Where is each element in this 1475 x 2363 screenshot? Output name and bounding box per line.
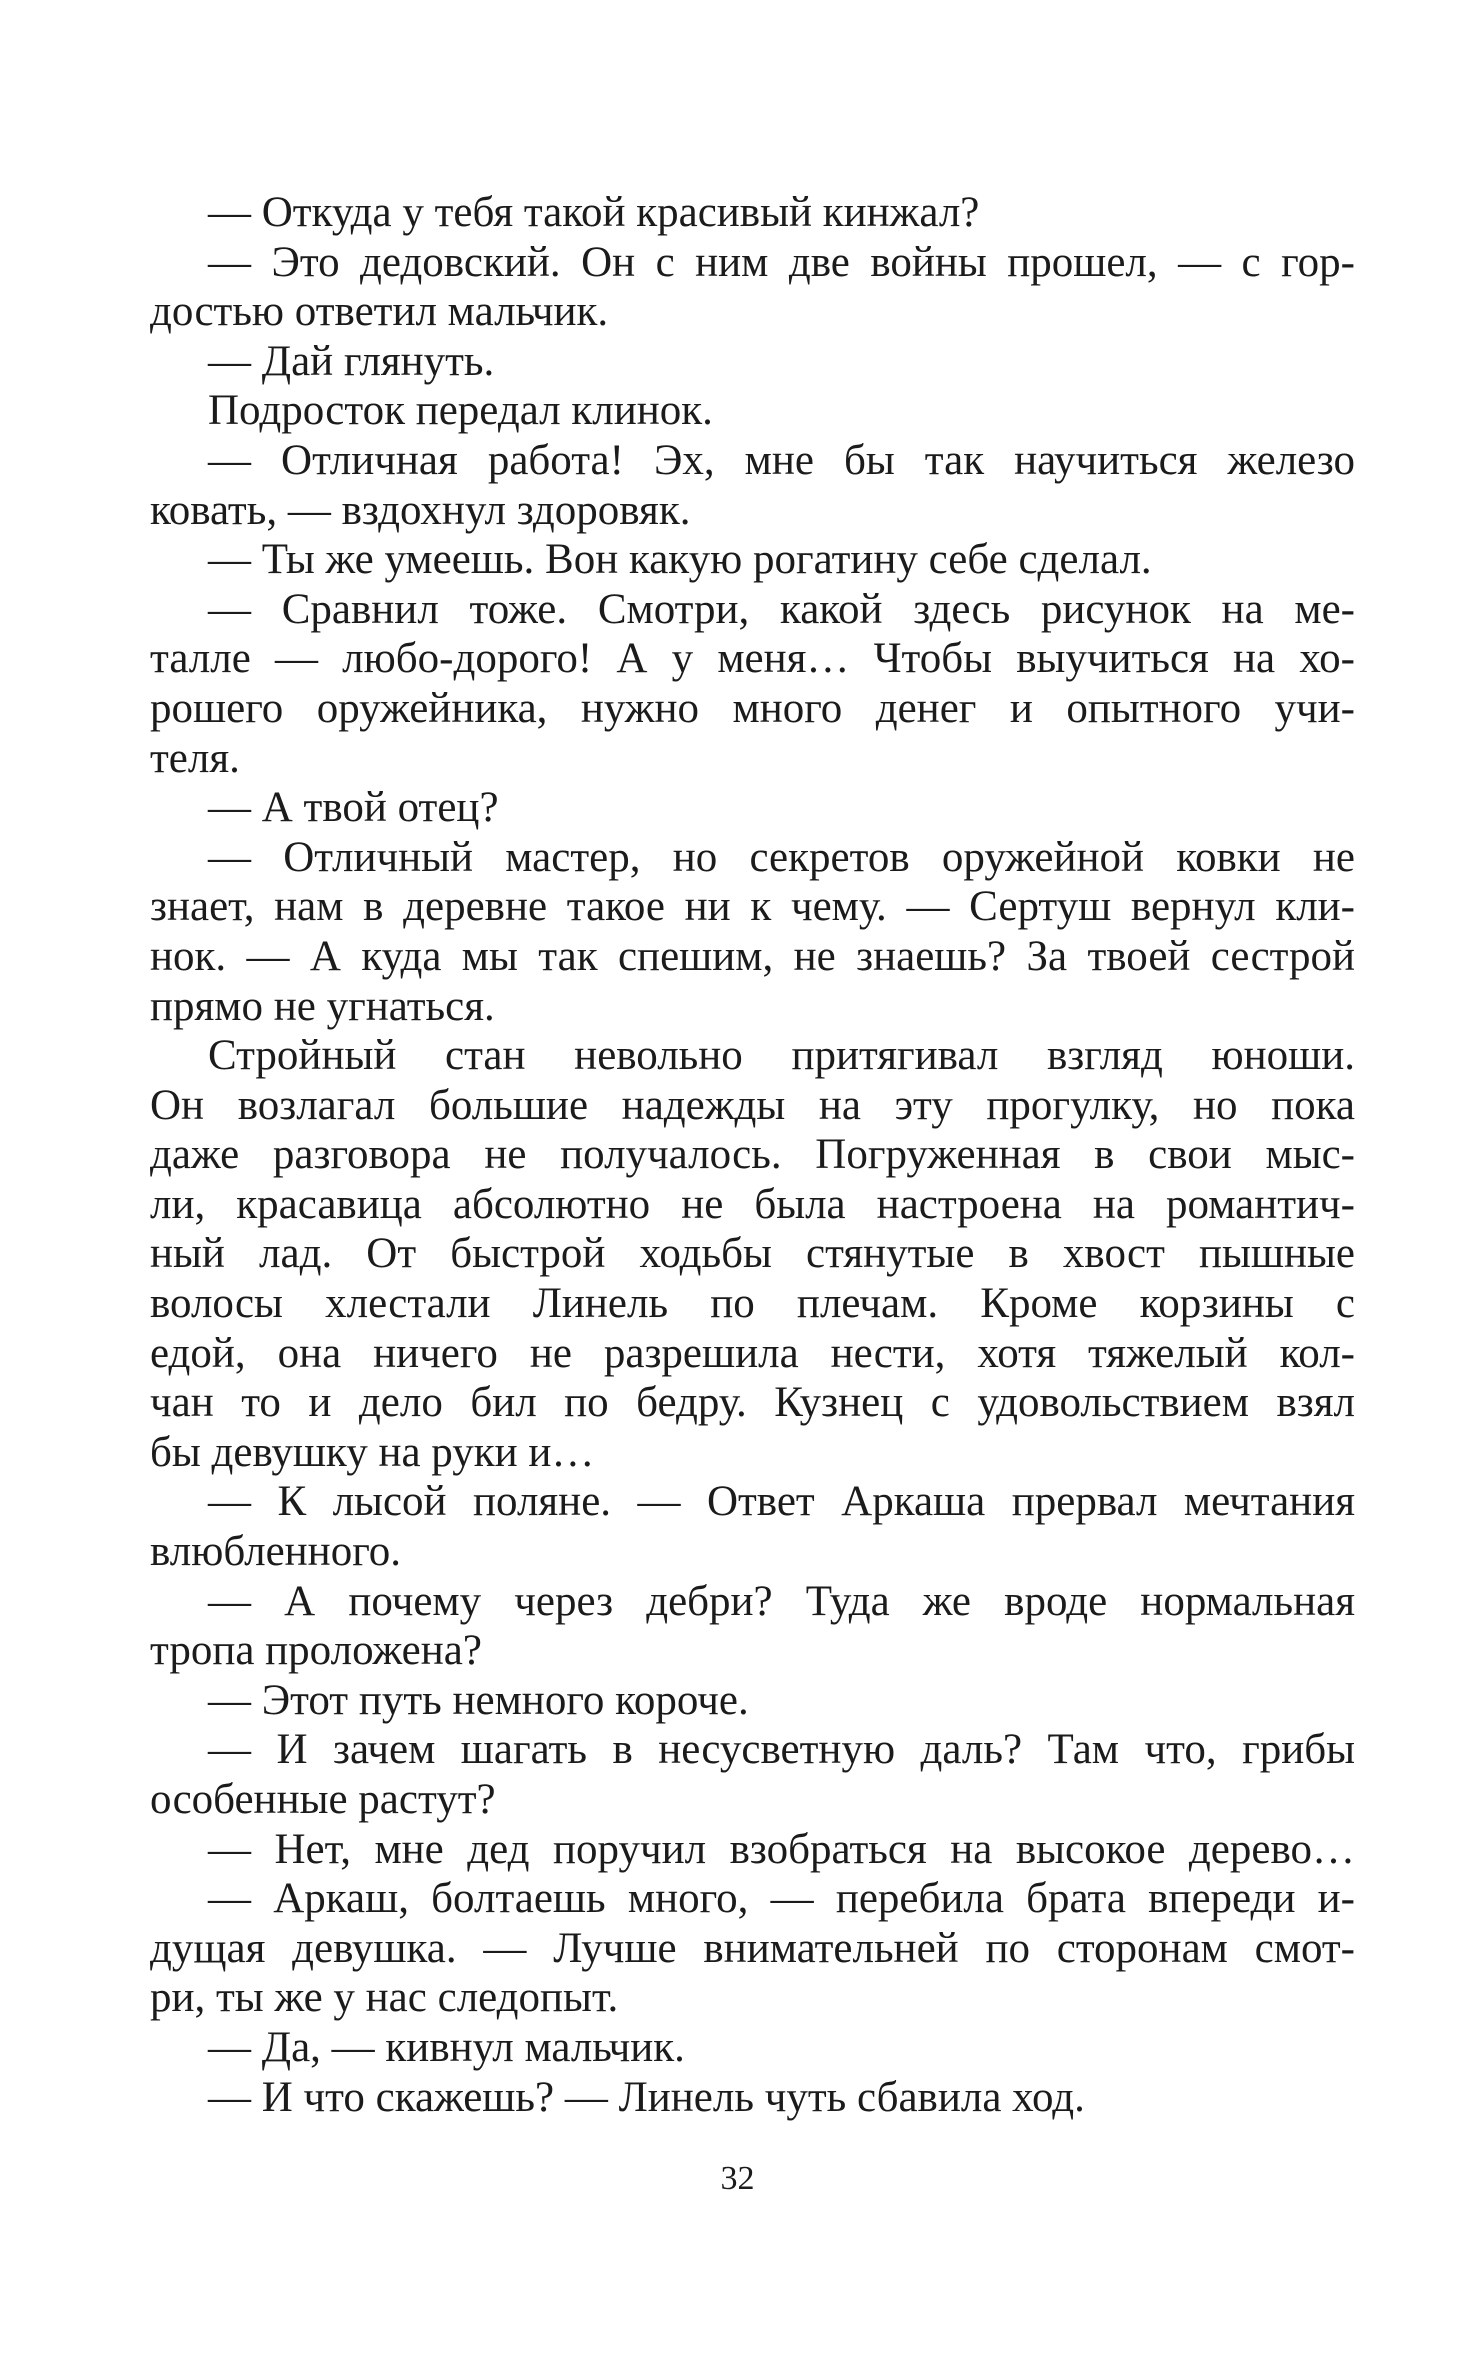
text-line: даже разговора не получалось. Погруженная в свои мыс- — [150, 1131, 1355, 1179]
text-line: — Это дедовский. Он с ним две войны прошел, — с гор- — [208, 238, 1355, 286]
text-line: — Этот путь немного короче. — [208, 1676, 749, 1724]
text-line: — Аркаш, болтаешь много, — перебила брата впереди и- — [208, 1875, 1355, 1923]
text-line: чан то и дело бил по бедру. Кузнец с удовольствием взял — [150, 1379, 1355, 1427]
text-line: — И зачем шагать в несусветную даль? Там что, грибы — [208, 1726, 1355, 1774]
text-line: прямо не угнаться. — [150, 982, 495, 1030]
text-line: волосы хлестали Линель по плечам. Кроме корзины с — [150, 1280, 1355, 1328]
text-line: ный лад. От быстрой ходьбы стянутые в хвост пышные — [150, 1230, 1355, 1278]
text-line: Стройный стан невольно притягивал взгляд юноши. — [208, 1032, 1355, 1080]
text-line: дущая девушка. — Лучше внимательней по сторонам смот- — [150, 1924, 1355, 1972]
text-line: — А почему через дебри? Туда же вроде нормальная — [208, 1577, 1355, 1625]
text-line: ковать, — вздохнул здоровяк. — [150, 486, 691, 534]
text-line: теля. — [150, 734, 240, 782]
text-line: — Отличная работа! Эх, мне бы так научиться железо — [208, 436, 1355, 484]
text-line: — Ты же умеешь. Вон какую рогатину себе сделал. — [208, 536, 1152, 584]
body-text — [150, 188, 1355, 2122]
text-line: достью ответил мальчик. — [150, 288, 609, 336]
text-line: — Откуда у тебя такой красивый кинжал? — [208, 189, 980, 236]
text-line: рошего оружейника, нужно много денег и опытного учи- — [150, 684, 1355, 732]
text-line: — Да, — кивнул мальчик. — [208, 2023, 685, 2071]
text-line: Подросток передал клинок. — [208, 387, 713, 435]
text-line: особенные растут? — [150, 1776, 496, 1823]
text-line: — Отличный мастер, но секретов оружейной ковки не — [208, 833, 1355, 881]
text-line: ри, ты же у нас следопыт. — [150, 1974, 619, 2022]
text-line: — Сравнил тоже. Смотри, какой здесь рисунок на ме- — [208, 585, 1355, 633]
text-line: — К лысой поляне. — Ответ Аркаша прервал мечтания — [208, 1478, 1355, 1526]
text-line: нок. — А куда мы так спешим, не знаешь? За твоей сестрой — [150, 932, 1355, 980]
page-number: 32 — [720, 2160, 755, 2197]
text-line: ли, красавица абсолютно не была настроена на романтич- — [150, 1180, 1355, 1228]
text-line: бы девушку на руки и… — [150, 1428, 595, 1476]
text-line: знает, нам в деревне такое ни к чему. — Сертуш вернул кли- — [150, 883, 1355, 931]
text-line: — Нет, мне дед поручил взобраться на высокое дерево… — [208, 1825, 1355, 1873]
text-line: влюбленного. — [150, 1528, 402, 1576]
text-line: талле — любо-дорого! А у меня… Чтобы выучиться на хо- — [150, 635, 1355, 683]
text-line: тропа проложена? — [150, 1627, 482, 1675]
text-line: Он возлагал большие надежды на эту прогулку, но пока — [150, 1081, 1355, 1129]
text-line: — И что скажешь? — Линель чуть сбавила ход. — [208, 2073, 1085, 2121]
text-line: едой, она ничего не разрешила нести, хотя тяжелый кол- — [150, 1329, 1355, 1377]
text-line: — А твой отец? — [208, 784, 499, 832]
text-line: — Дай глянуть. — [208, 337, 495, 385]
